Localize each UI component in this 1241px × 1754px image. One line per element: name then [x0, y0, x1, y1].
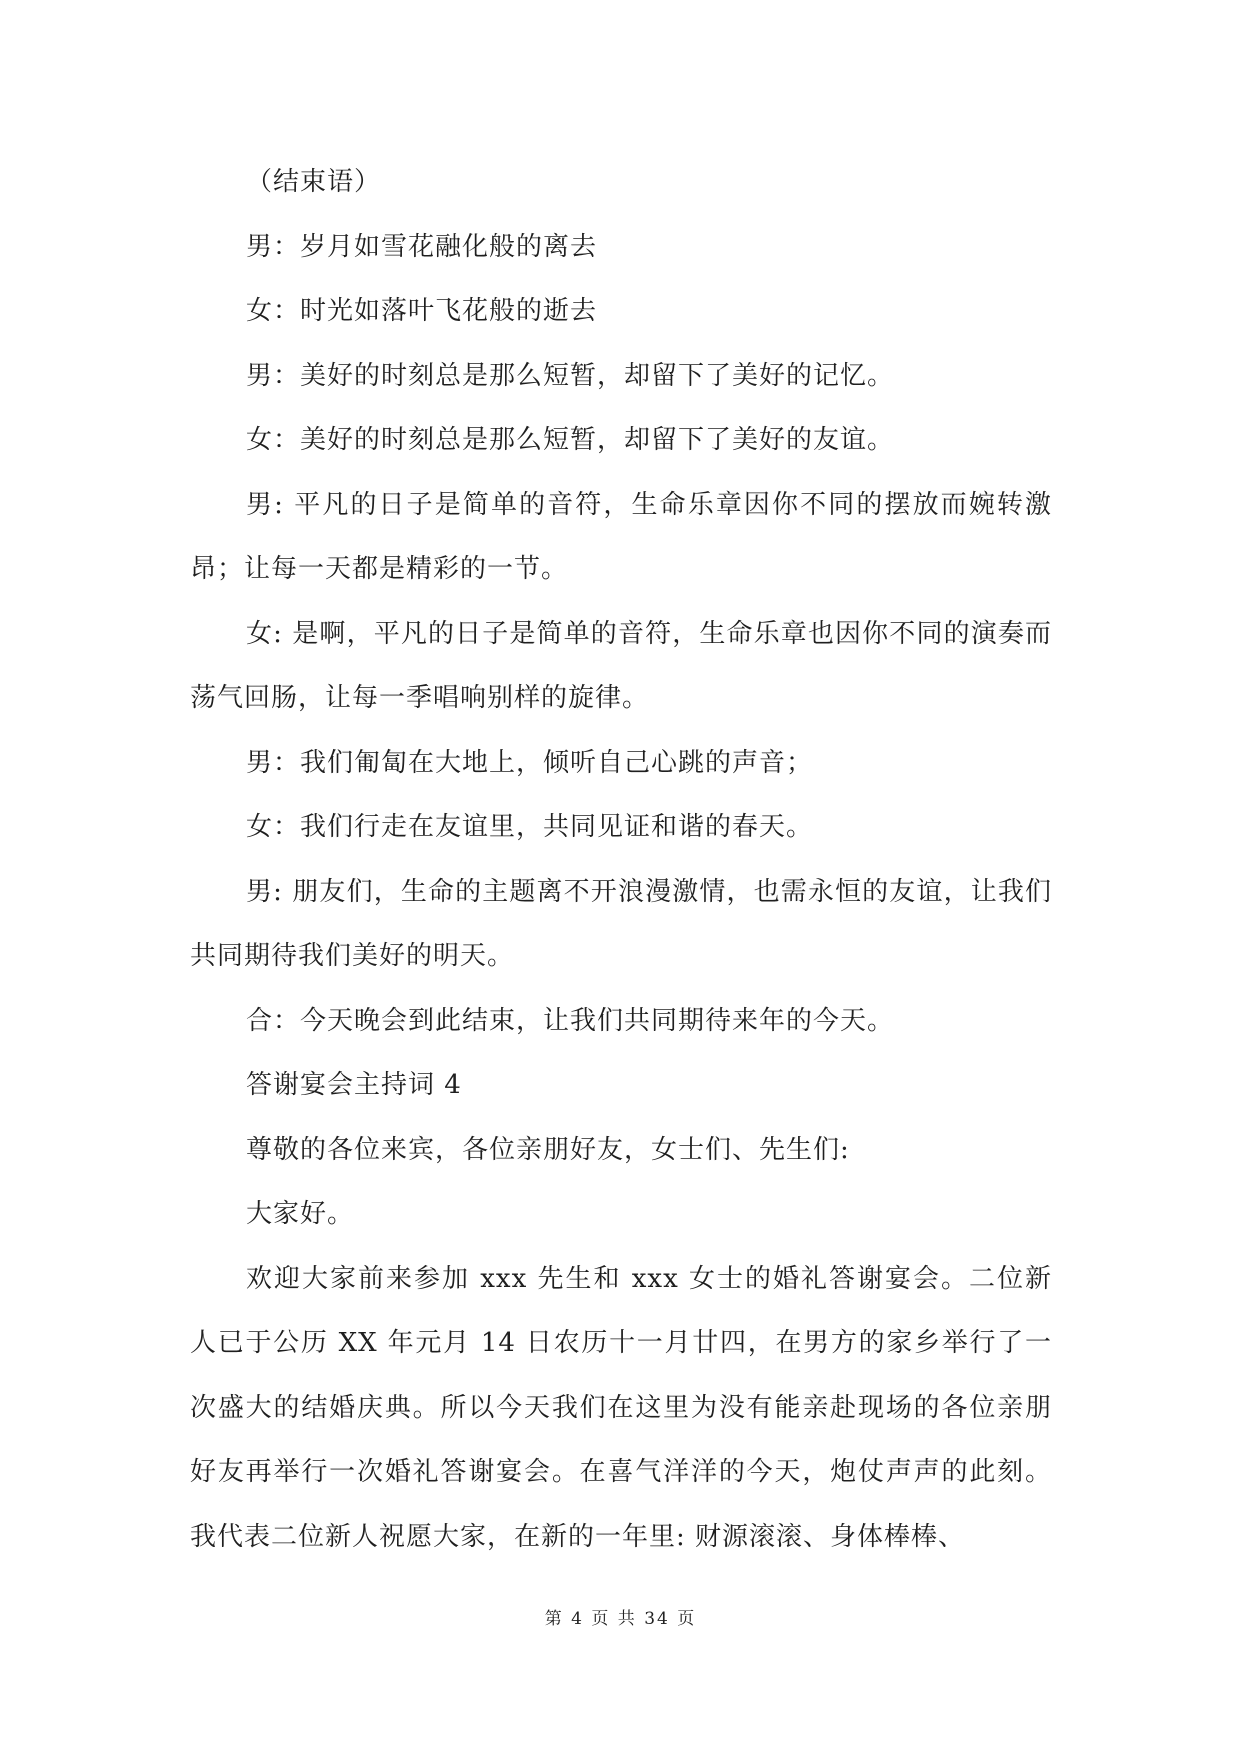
paragraph-female-line-4: 女：我们行走在友谊里，共同见证和谐的春天。 [246, 812, 814, 842]
paragraph-female-line-3: 女: 是啊，平凡的日子是简单的音符，生命乐章也因你不同的演奏而荡气回肠，让每一季唱响别样的旋律。 [190, 618, 1052, 713]
section-heading: 答谢宴会主持词 4 [246, 1070, 462, 1100]
paragraph-female-line-2: 女：美好的时刻总是那么短暂，却留下了美好的友谊。 [246, 425, 895, 455]
paragraph-closing-heading: （结束语） [246, 167, 382, 197]
paragraph-male-line-1: 男：岁月如雪花融化般的离去 [246, 231, 598, 262]
paragraph-male-line-5: 男: 朋友们，生命的主题离不开浪漫激情，也需永恒的友谊，让我们共同期待我们美好的明天。 [190, 876, 1052, 971]
paragraph-together-line: 合：今天晚会到此结束，让我们共同期待来年的今天。 [246, 1005, 895, 1036]
paragraph-greeting: 大家好。 [246, 1199, 355, 1229]
paragraph-female-line-1: 女：时光如落叶飞花般的逝去 [246, 296, 598, 326]
paragraph-welcome: 欢迎大家前来参加 xxx 先生和 xxx 女士的婚礼答谢宴会。二位新人已于公历 XX 年元月 14 日农历十一月廿四，在男方的家乡举行了一次盛大的结婚庆典。所以今天我们在这里为没有能亲赴现场的各位亲朋好友再举行一次婚礼答谢宴会。在喜气洋洋的今天，炮仗声声的此刻。我代表二位新人祝愿大家，在新的一年里: 财源滚滚、身体棒棒、 [190, 1263, 1052, 1552]
paragraph-male-line-3: 男: 平凡的日子是简单的音符，生命乐章因你不同的摆放而婉转激昂；让每一天都是精彩的一节。 [190, 489, 1052, 584]
page-number-footer: 第 4 页 共 34 页 [544, 1609, 697, 1629]
paragraph-male-line-4: 男：我们匍匐在大地上，倾听自己心跳的声音； [246, 747, 814, 778]
paragraph-salutation: 尊敬的各位来宾，各位亲朋好友，女士们、先生们: [246, 1134, 850, 1165]
document-body [190, 150, 1052, 1569]
paragraph-male-line-2: 男：美好的时刻总是那么短暂，却留下了美好的记忆。 [246, 360, 895, 391]
